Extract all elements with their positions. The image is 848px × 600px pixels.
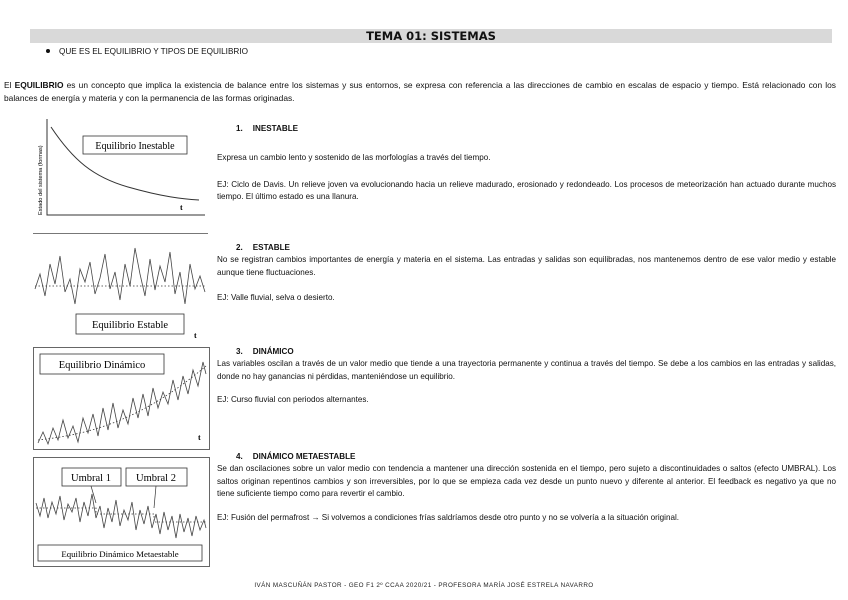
section-number: 3. — [236, 347, 243, 356]
umbral-2-pointer — [154, 486, 156, 508]
oscillation-line — [35, 248, 205, 304]
time-label: t — [194, 331, 197, 339]
time-label: t — [180, 203, 183, 212]
trend-line — [38, 366, 206, 440]
oscillation-line — [36, 494, 206, 538]
section-example: EJ: Fusión del permafrost → Si volvemos a condiciones frías saldríamos desde otro punto y no se volvería a la situación original. — [217, 513, 680, 523]
figure-label: Equilibrio Inestable — [95, 141, 175, 152]
section-body: Expresa un cambio lento y sostenido de las morfologías a través del tiempo. — [217, 153, 491, 163]
section-title: DINÁMICO METAESTABLE — [252, 452, 356, 461]
section-body: No se registran cambios importantes de energía y materia en el sistema. Las entradas y salidas son equilibradas, nos mantenemos dentro de ese valor medio y estable aunque tiene fluctuaciones. — [217, 255, 836, 277]
time-label: t — [198, 433, 201, 442]
section-title: ESTABLE — [252, 243, 290, 252]
graph-dinamico — [34, 348, 209, 449]
graph-metaestable — [34, 458, 209, 566]
section-number: 1. — [236, 124, 243, 133]
bullet-item — [46, 47, 248, 57]
umbral-1-label: Umbral 1 — [71, 473, 111, 484]
umbral-2-label: Umbral 2 — [136, 473, 176, 484]
intro-term: EQUILIBRIO — [14, 80, 64, 90]
section-inestable — [217, 123, 836, 203]
section-dinamico — [217, 346, 836, 406]
section-number: 4. — [236, 452, 243, 461]
page-title: TEMA 01: SISTEMAS — [366, 29, 496, 43]
axes — [47, 119, 205, 215]
title-bar — [30, 29, 832, 43]
figure-estable — [33, 233, 208, 339]
section-number: 2. — [236, 243, 243, 252]
figure-dinamico — [33, 347, 210, 450]
section-dinamico-metaestable — [217, 451, 836, 524]
graph-inestable — [33, 115, 208, 218]
section-heading — [217, 242, 836, 254]
figure-label: Equilibrio Estable — [91, 320, 169, 331]
intro-prefix: El — [4, 80, 15, 90]
figure-label: Equilibrio Dinámico — [58, 360, 146, 371]
section-title: INESTABLE — [252, 124, 299, 133]
figure-metaestable — [33, 457, 210, 567]
intro-paragraph — [4, 79, 836, 104]
section-example: EJ: Curso fluvial con periodos alternantes. — [217, 394, 369, 404]
section-example: EJ: Ciclo de Davis. Un relieve joven va evolucionando hacia un relieve madurado, erosionado y redondeado. Los procesos de meteorización han actuado durante muchos tiempo. El último estado es una llanura. — [217, 179, 836, 201]
section-heading — [217, 346, 836, 358]
page-footer: IVÁN MASCUÑÁN PASTOR - GEO F1 2º CCAA 2020/21 - PROFESORA MARÍA JOSÉ ESTRELA NAVARRO — [254, 582, 594, 589]
bullet-text: QUE ES EL EQUILIBRIO Y TIPOS DE EQUILIBRIO — [59, 47, 248, 56]
section-title: DINÁMICO — [252, 347, 294, 356]
bullet-dot-icon — [46, 49, 50, 53]
section-body: Las variables oscilan a través de un valor medio que tiende a una trayectoria permanente y continua a través del tiempo. Se debe a los cambios en las entradas y salidas, donde no hay ganancias ni pérdidas, manteniéndose un equilibrio. — [217, 359, 836, 381]
section-body: Se dan oscilaciones sobre un valor medio con tendencia a mantener una dirección sostenida en el tiempo, pero sujeto a discontinuidades o saltos (efecto UMBRAL). Los saltos originan repentinos cambios y son irreversibles, por lo que se empieza cada vez desde un punto nuevo y diferente al anterior. El feedback es negativo ya que no tiene suficiente tiempo como para revertir el cambio. — [217, 464, 836, 498]
section-heading — [217, 451, 836, 463]
section-estable — [217, 242, 836, 304]
section-heading — [217, 123, 836, 135]
section-example: EJ: Valle fluvial, selva o desierto. — [217, 292, 335, 302]
figure-label: Equilibrio Dinámico Metaestable — [61, 549, 179, 559]
intro-text: es un concepto que implica la existencia de balance entre los sistemas y sus entornos, se expresa con referencia a las direcciones de cambio en escalas de espacio y tiempo. Está relacionado con los balances de energía y materia y con la permanencia de las formas originadas. — [4, 80, 836, 103]
y-axis-label: Estado del sistema (formas) — [38, 145, 44, 215]
figure-inestable — [33, 115, 208, 218]
graph-estable — [33, 234, 208, 339]
